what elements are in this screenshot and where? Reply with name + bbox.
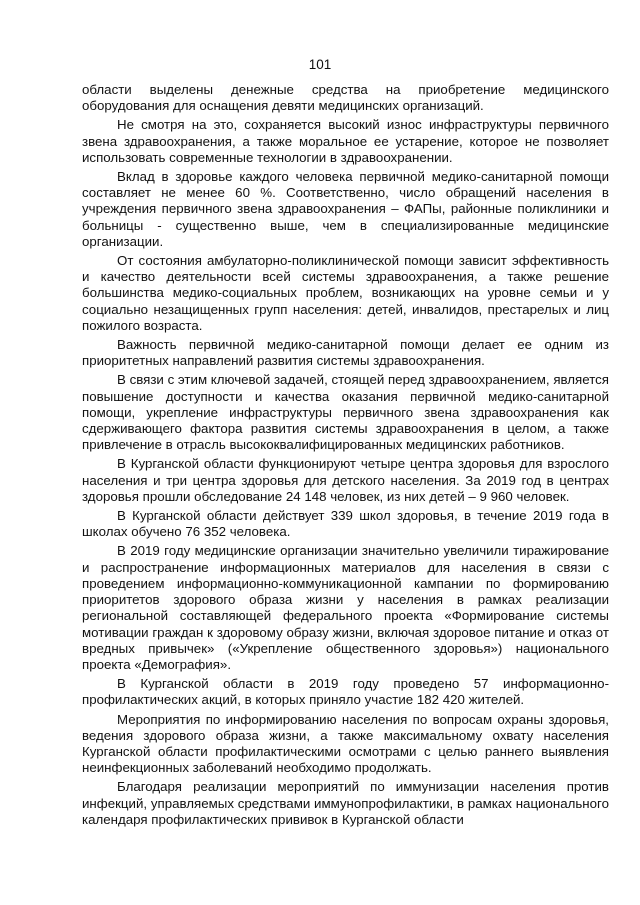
paragraph: Важность первичной медико-санитарной помощи делает ее одним из приоритетных направлений развития системы здравоохранения.	[82, 337, 609, 369]
paragraph: Благодаря реализации мероприятий по иммунизации населения против инфекций, управляемых средствами иммунопрофилактики, в рамках национального календаря профилактических прививок в Курганской области	[82, 779, 609, 827]
paragraph: В связи с этим ключевой задачей, стоящей перед здравоохранением, является повышение доступности и качества оказания первичной медико-санитарной помощи, укрепление инфраструктуры первичного звена здравоохранения как сдерживающего фактора развития системы здравоохранения в целом, а также привлечение в отрасль высококвалифицированных медицинских работников.	[82, 372, 609, 453]
paragraph: Не смотря на это, сохраняется высокий износ инфраструктуры первичного звена здравоохранения, а также моральное ее устарение, которое не позволяет использовать современные технологии в здравоохранении.	[82, 117, 609, 165]
paragraph: В Курганской области в 2019 году проведено 57 информационно-профилактических акций, в которых приняло участие 182 420 жителей.	[82, 676, 609, 708]
paragraph: В 2019 году медицинские организации значительно увеличили тиражирование и распространение информационных материалов для населения в связи с проведением информационно-коммуникационной кампании по формированию приоритетов здорового образа жизни у населения в рамках реализации региональной составляющей федерального проекта «Формирование системы мотивации граждан к здоровому образу жизни, включая здоровое питание и отказ от вредных привычек» («Укрепление общественного здоровья») национального проекта «Демография».	[82, 543, 609, 672]
page-number: 101	[308, 57, 332, 72]
paragraph: Вклад в здоровье каждого человека первичной медико-санитарной помощи составляет не менее 60 %. Соответственно, число обращений населения в учреждения первичного звена здравоохранения – ФАПы, районные поликлиники и больницы - существенно выше, чем в специализированные медицинские организации.	[82, 169, 609, 249]
paragraph: В Курганской области действует 339 школ здоровья, в течение 2019 года в школах обучено 76 352 человека.	[82, 508, 609, 540]
paragraph: В Курганской области функционируют четыре центра здоровья для взрослого населения и три центра здоровья для детского населения. За 2019 год в центрах здоровья прошли обследование 24 148 человек, из них детей – 9 960 человек.	[82, 456, 609, 504]
paragraph: От состояния амбулаторно-поликлинической помощи зависит эффективность и качество деятельности всей системы здравоохранения, а также решение большинства медико-социальных проблем, возникающих на уровне семьи и у социально незащищенных групп населения: детей, инвалидов, престарелых и лиц пожилого возраста.	[82, 253, 609, 333]
paragraph: Мероприятия по информированию населения по вопросам охраны здоровья, ведения здорового образа жизни, а также максимальному охвату населения Курганской области профилактическими осмотрами с целью раннего выявления неинфекционных заболеваний необходимо продолжать.	[82, 711, 609, 776]
document-body	[82, 82, 609, 831]
paragraph: области выделены денежные средства на приобретение медицинского оборудования для оснащения девяти медицинских организаций.	[82, 82, 609, 114]
